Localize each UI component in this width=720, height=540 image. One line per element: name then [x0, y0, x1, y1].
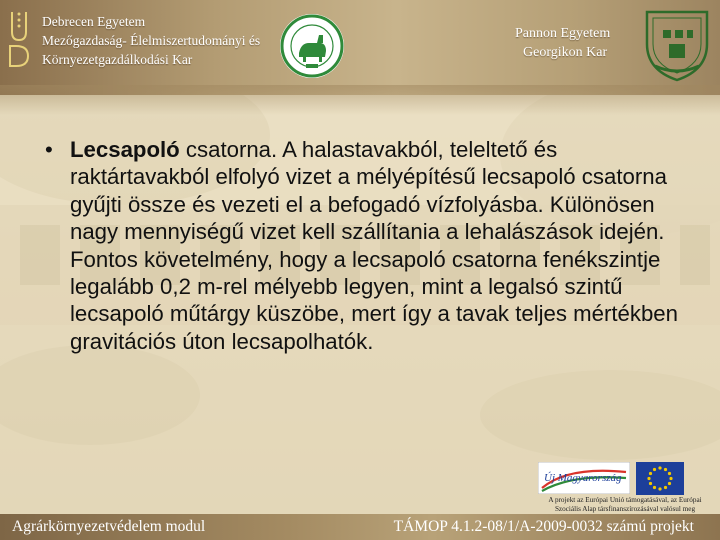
pannon-line-1: Pannon Egyetem	[515, 26, 611, 41]
bold-term: Lecsapoló	[70, 137, 180, 162]
debrecen-line-3: Környezetgazdálkodási Kar	[42, 52, 193, 67]
module-name: Agrárkörnyezetvédelem modul	[12, 518, 206, 535]
project-code: TÁMOP 4.1.2-08/1/A-2009-0032 számú projekt	[393, 518, 694, 535]
slide-body	[45, 136, 690, 355]
debrecen-university-logo-icon	[4, 8, 34, 70]
footer-band	[0, 514, 720, 540]
debrecen-line-2: Mezőgazdaság- Élelmiszertudományi és	[42, 33, 261, 48]
paragraph-text: csatorna. A halastavakból, teleltető és raktártavakból elfolyó vizet a mélyépítésű lecsapoló csatorna gyűjti össze és vezeti el a befogadó vízfolyásba. Különösen nagy mennyiségű vizet kell szállítania a lehalászások idején. Fontos követelmény, hogy a lecsapoló csatorna fenékszintje legalább 0,2 m-rel mélyebb legyen, mint a legalsó szintű lecsapoló műtárgy küszöbe, mert így a tavak teljes mértékben gravitációs úton lecsapolhatók.	[70, 137, 678, 354]
georgikon-shield-icon	[641, 8, 713, 82]
eu-flag-icon	[636, 462, 684, 495]
pannon-faculty-name	[515, 24, 610, 62]
bullet-paragraph	[45, 136, 690, 355]
header-fade	[0, 85, 720, 115]
funding-note: A projekt az Európai Unió támogatásával, az Európai Szociális Alap társfinanszírozásával valósul meg	[548, 496, 702, 513]
debrecen-faculty-name	[42, 12, 260, 69]
debrecen-line-1: Debrecen Egyetem	[42, 14, 146, 29]
pannon-line-2: Georgikon Kar	[523, 45, 608, 60]
faculty-seal-icon	[279, 13, 345, 79]
umft-logo-text: Új Magyarország	[544, 472, 622, 484]
bullet-marker: •	[45, 137, 53, 162]
uj-magyarorszag-logo	[538, 462, 630, 494]
